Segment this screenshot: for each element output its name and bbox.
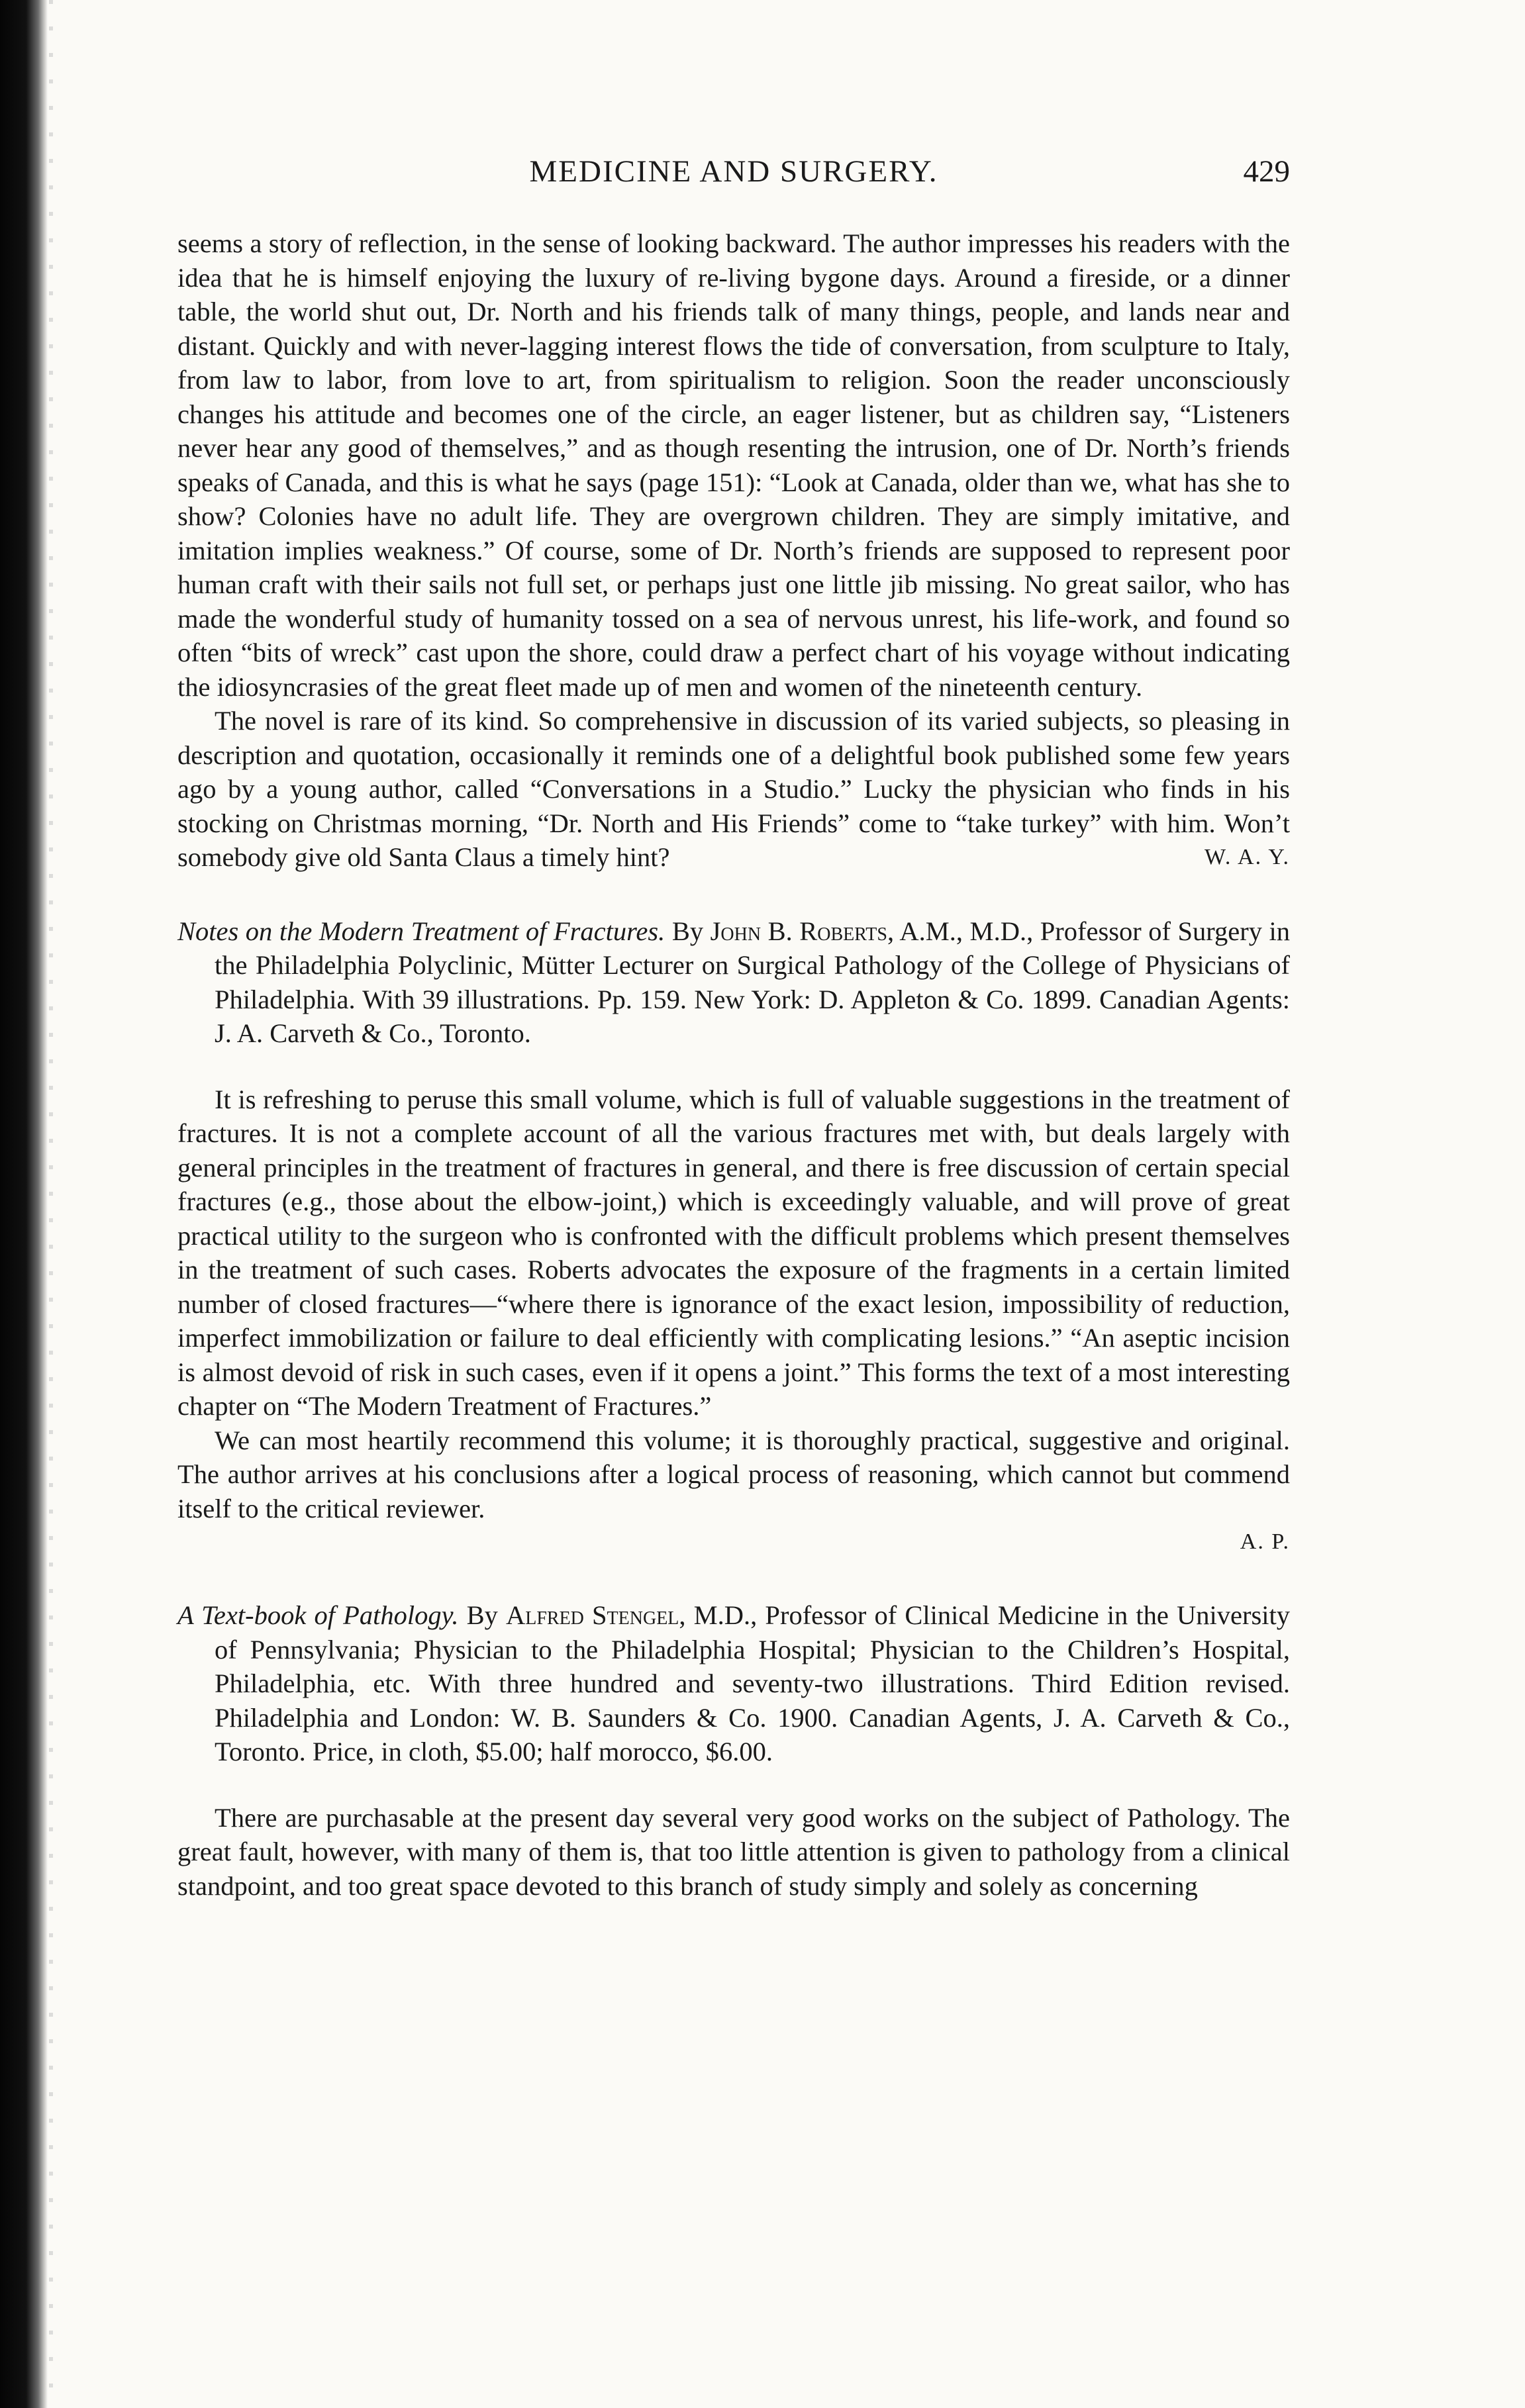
citation-by: By bbox=[671, 916, 704, 946]
review-dr-north bbox=[177, 226, 1290, 875]
review-paragraph-text: The novel is rare of its kind. So comprehensive in discussion of its varied subjects, so pleasing in description and quotation, occasionally it reminds one of a delightful book published some few years ago by a young author, called “Conversations in a Studio.” Lucky the physician who finds in his stocking on Christmas morning, “Dr. North and His Friends” come to “take turkey” with him. Won’t somebody give old Santa Claus a timely hint? bbox=[177, 706, 1290, 872]
book-author: John B. Roberts, bbox=[710, 916, 895, 946]
book-citation bbox=[177, 1598, 1290, 1769]
page-number: 429 bbox=[1243, 154, 1290, 189]
book-citation bbox=[177, 914, 1290, 1051]
page-gutter-edge bbox=[49, 0, 53, 2408]
citation-details: M.D., Professor of Clinical Medicine in the University of Pennsylvania; Physician to the Philadelphia Hospital; Physician to the Children’s Hospital, Philadelphia, etc. With three hundred and seventy-two illustrations. Third Edition revised. Philadelphia and London: W. B. Saunders & Co. 1900. Canadian Agents, J. A. Carveth & Co., Toronto. Price, in cloth, $5.00; half morocco, $6.00. bbox=[215, 1600, 1291, 1766]
book-author: Alfred Stengel, bbox=[505, 1600, 686, 1630]
running-title: MEDICINE AND SURGERY. bbox=[529, 154, 938, 189]
book-spine-shadow bbox=[0, 0, 48, 2408]
book-title: Notes on the Modern Treatment of Fractures. bbox=[177, 916, 665, 946]
review-pathology bbox=[177, 1598, 1290, 1903]
reviewer-signature: A. P. bbox=[1240, 1529, 1290, 1554]
citation-by: By bbox=[466, 1600, 498, 1630]
review-paragraph: It is refreshing to peruse this small volume, which is full of valuable suggestions in the treatment of fractures. It is not a complete account of all the various fractures met with, but deals largely with general principles in the treatment of fractures in general, and there is free discussion of certain special fractures (e.g., those about the elbow-joint,) which is exceedingly valuable, and will prove of great practical utility to the surgeon who is confronted with the difficult problems which present themselves in the treatment of such cases. Roberts advocates the exposure of the fragments in a certain limited number of closed fractures—“where there is ignorance of the exact lesion, impossibility of reduction, imperfect immobilization or failure to deal efficiently with complicating lesions.” “An aseptic incision is almost devoid of risk in such cases, even if it opens a joint.” This forms the text of a most interesting chapter on “The Modern Treatment of Fractures.” bbox=[177, 1084, 1290, 1421]
review-fractures bbox=[177, 914, 1290, 1559]
review-paragraph: seems a story of reflection, in the sense of looking backward. The author impresses his readers with the idea that he is himself enjoying the luxury of re-living bygone days. Around a fireside, or a dinner table, the world shut out, Dr. North and his friends talk of many things, people, and lands near and distant. Quickly and with never-lagging interest flows the tide of conversation, from sculpture to Italy, from law to labor, from love to art, from spiritualism to religion. Soon the reader unconsciously changes his attitude and becomes one of the circle, an eager listener, but as children say, “Listeners never hear any good of themselves,” and as though resenting the intrusion, one of Dr. North’s friends speaks of Canada, and this is what he says (page 151): “Look at Canada, older than we, what has she to show? Colonies have no adult life. They are overgrown children. They are simply imitative, and imitation implies weakness.” Of course, some of Dr. North’s friends are supposed to represent poor human craft with their sails not full set, or perhaps just one little jib missing. No great sailor, who has made the wonderful study of humanity tossed on a sea of nervous unrest, his life-work, and found so often “bits of wreck” cast upon the shore, could draw a perfect chart of his voyage without indicating the idiosyncrasies of the great fleet made up of men and women of the nineteenth century. bbox=[177, 228, 1290, 702]
page-content bbox=[177, 154, 1290, 1903]
review-paragraph: There are purchasable at the present day several very good works on the subject of Pathology. The great fault, however, with many of them is, that too little attention is given to pathology from a clinical standpoint, and too great space devoted to this branch of study simply and solely as concerning bbox=[177, 1802, 1290, 1901]
review-paragraph: We can most heartily recommend this volume; it is thoroughly practical, suggestive and original. The author arrives at his conclusions after a logical process of reasoning, which cannot but commend itself to the critical reviewer. bbox=[177, 1425, 1290, 1523]
review-paragraph bbox=[177, 704, 1290, 875]
book-title: A Text-book of Pathology. bbox=[177, 1600, 459, 1630]
reviewer-signature: W. A. Y. bbox=[1204, 845, 1290, 869]
citation-details: A.M., M.D., Professor of Surgery in the Philadelphia Polyclinic, Mütter Lecturer on Surgical Pathology of the College of Physicians of Philadelphia. With 39 illustrations. Pp. 159. New York: D. Appleton & Co. 1899. Canadian Agents: J. A. Carveth & Co., Toronto. bbox=[215, 916, 1291, 1048]
running-head bbox=[177, 154, 1290, 207]
